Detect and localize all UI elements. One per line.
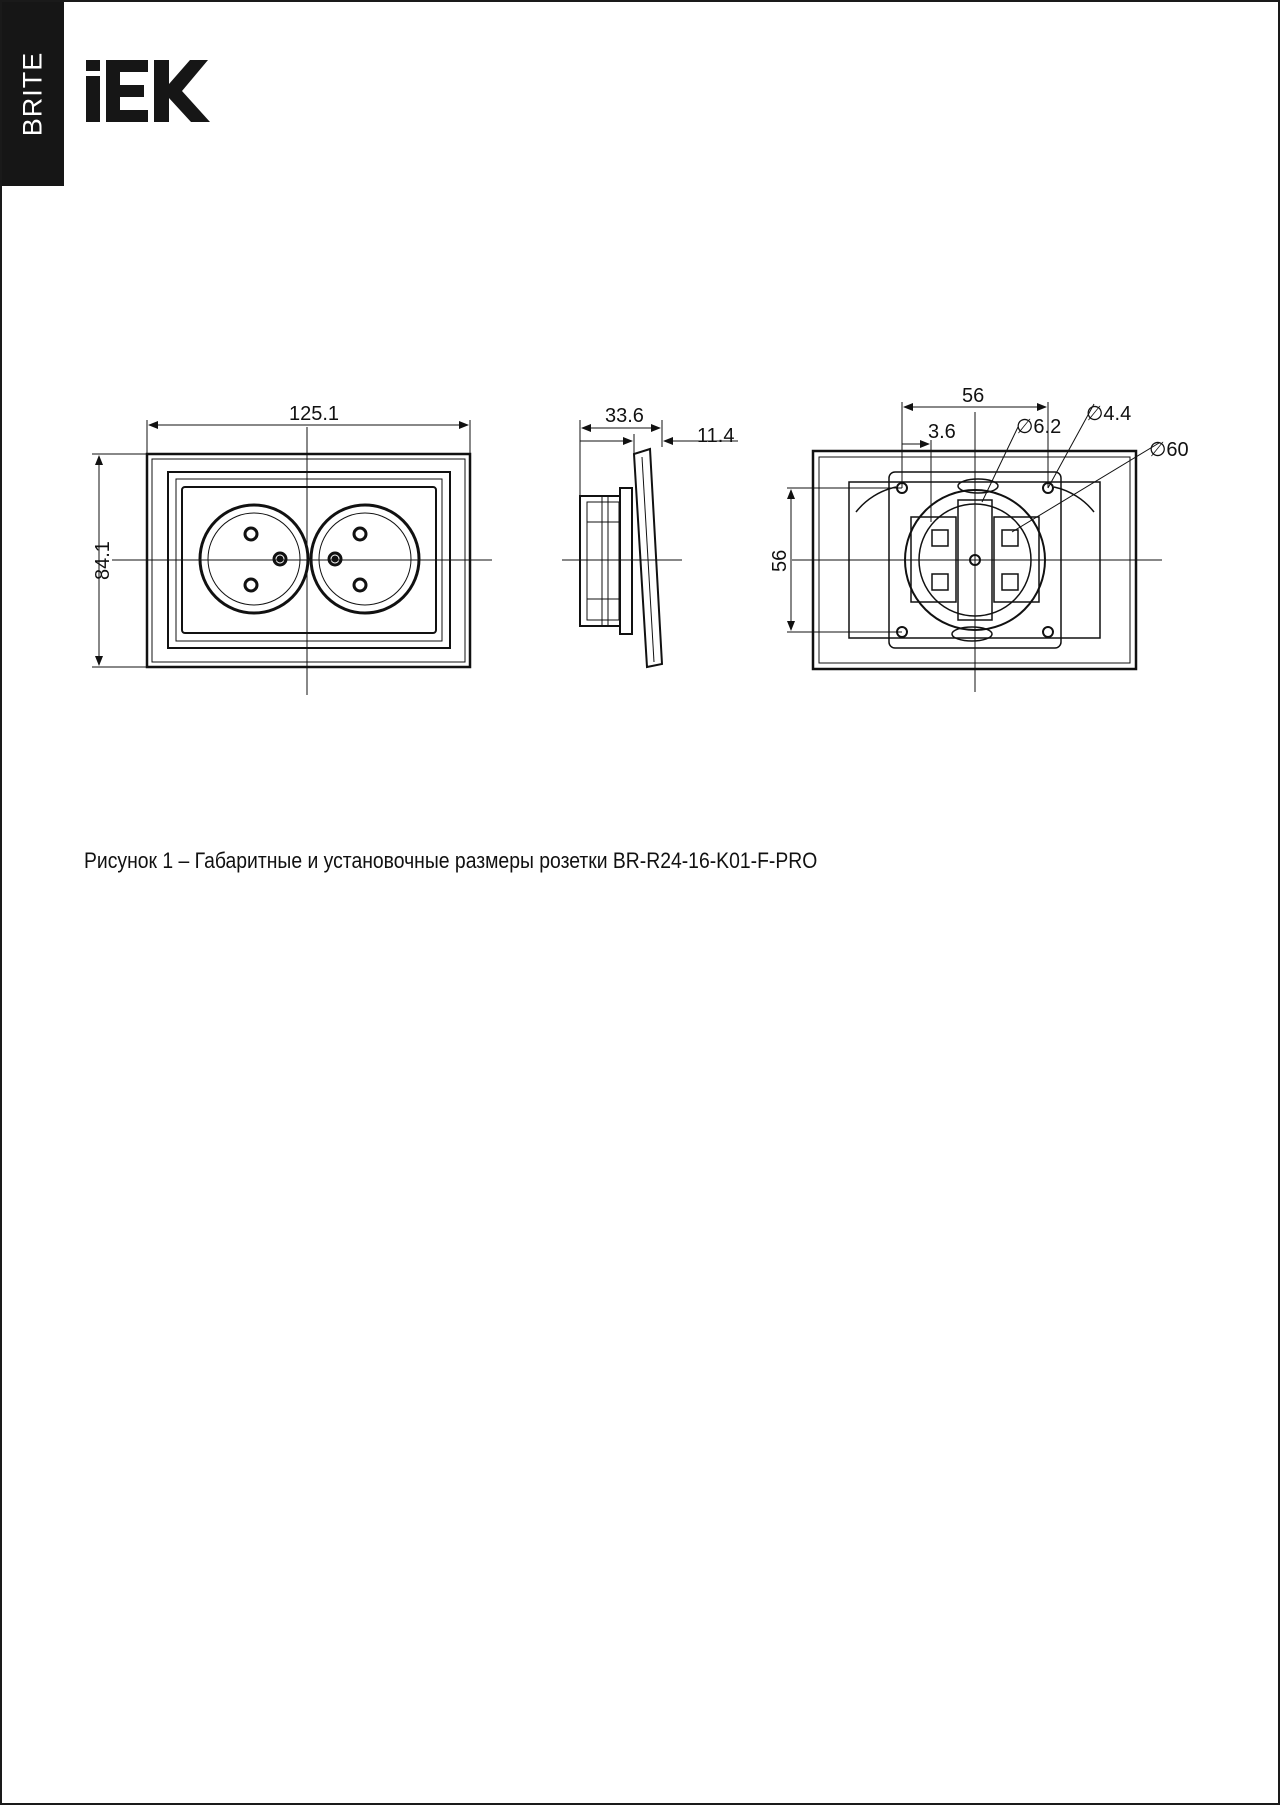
back-screw-dia-label: ∅4.4 bbox=[1086, 403, 1132, 425]
series-label: BRITE bbox=[17, 51, 48, 137]
back-box-dia-label: ∅60 bbox=[1149, 439, 1189, 461]
series-tab bbox=[2, 2, 64, 186]
dimension-drawing bbox=[2, 382, 1280, 712]
back-spacing-v-label: 56 bbox=[769, 549, 791, 572]
front-dim-lines bbox=[92, 420, 470, 667]
front-width-label: 125.1 bbox=[289, 403, 340, 425]
side-frame-label: 11.4 bbox=[697, 425, 735, 447]
back-spacing-h-label: 56 bbox=[962, 385, 985, 407]
side-depth-label: 33.6 bbox=[605, 405, 644, 427]
side-view bbox=[580, 449, 662, 667]
back-offset-label: 3.6 bbox=[928, 421, 956, 443]
front-height-label: 84.1 bbox=[92, 541, 114, 580]
back-dim-lines bbox=[787, 402, 1162, 692]
iek-logo bbox=[86, 60, 210, 122]
back-hole-dia-label: ∅6.2 bbox=[1016, 416, 1062, 438]
figure-caption: Рисунок 1 – Габаритные и установочные размеры розетки BR-R24-16-K01-F-PRO bbox=[84, 848, 818, 873]
